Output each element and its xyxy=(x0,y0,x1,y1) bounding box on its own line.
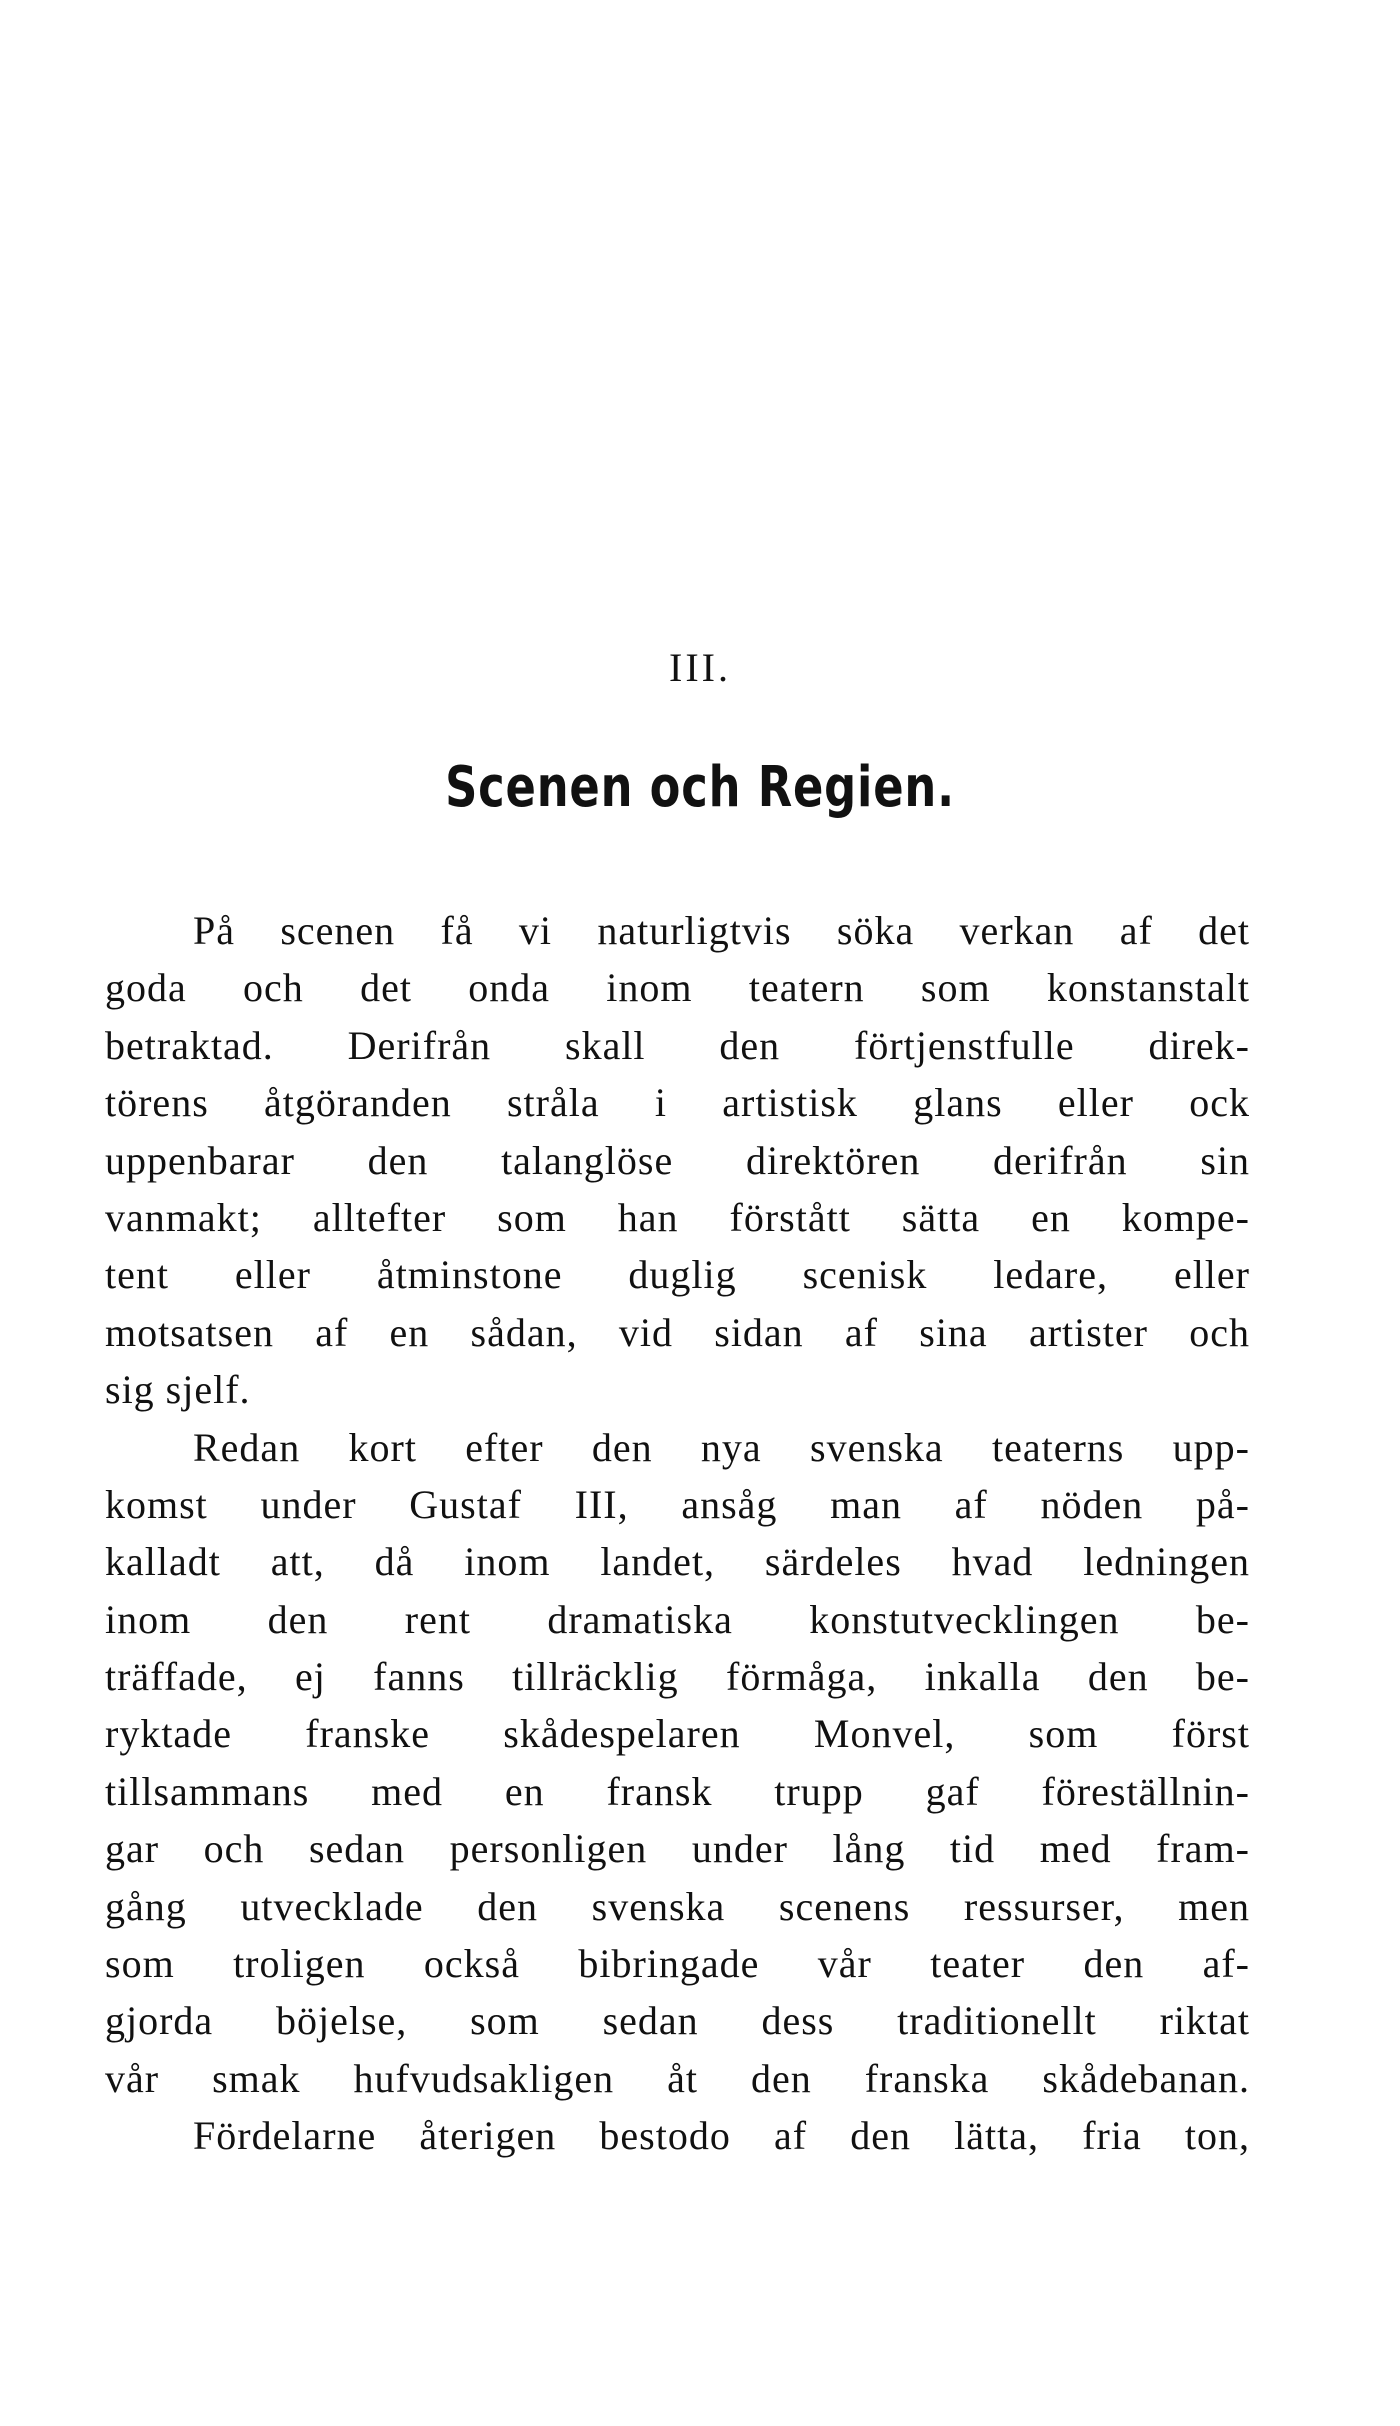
body-text xyxy=(105,902,1250,2165)
chapter-number: III. xyxy=(669,645,731,690)
text-line: kalladt att, då inom landet, särdeles hvad ledningen xyxy=(105,1539,1250,1585)
chapter-title: Scenen och Regien. xyxy=(445,755,955,820)
text-line: törens åtgöranden stråla i artistisk glans eller ock xyxy=(105,1080,1250,1126)
text-line: ryktade franske skådespelaren Monvel, som först xyxy=(105,1711,1250,1757)
text-line: gar och sedan personligen under lång tid med fram- xyxy=(105,1826,1250,1872)
text-line: gjorda böjelse, som sedan dess traditionellt riktat xyxy=(105,1998,1250,2044)
text-line: tillsammans med en fransk trupp gaf föreställnin- xyxy=(105,1768,1250,1814)
text-line: Fördelarne återigen bestodo af den lätta, fria ton, xyxy=(193,2113,1250,2159)
text-line: träffade, ej fanns tillräcklig förmåga, inkalla den be- xyxy=(105,1654,1250,1700)
text-line: tent eller åtminstone duglig scenisk ledare, eller xyxy=(105,1252,1250,1298)
text-line: sig sjelf. xyxy=(105,1367,251,1413)
text-line: goda och det onda inom teatern som konstanstalt xyxy=(105,965,1250,1011)
text-line: komst under Gustaf III, ansåg man af nöden på- xyxy=(105,1481,1250,1527)
text-line: uppenbarar den talanglöse direktören derifrån sin xyxy=(105,1137,1250,1183)
text-line: På scenen få vi naturligtvis söka verkan af det xyxy=(193,908,1250,953)
text-line: Redan kort efter den nya svenska teaterns upp- xyxy=(193,1424,1250,1470)
text-line: gång utvecklade den svenska scenens ressurser, men xyxy=(105,1883,1250,1929)
text-line: betraktad. Derifrån skall den förtjenstfulle direk- xyxy=(105,1022,1250,1068)
text-line: vår smak hufvudsakligen åt den franska skådebanan. xyxy=(105,2055,1250,2101)
text-line: som troligen också bibringade vår teater den af- xyxy=(105,1941,1250,1987)
text-line: motsatsen af en sådan, vid sidan af sina artister och xyxy=(105,1309,1250,1355)
text-line: vanmakt; alltefter som han förstått sätta en kompe- xyxy=(105,1194,1250,1240)
text-line: inom den rent dramatiska konstutvecklingen be- xyxy=(105,1596,1250,1642)
